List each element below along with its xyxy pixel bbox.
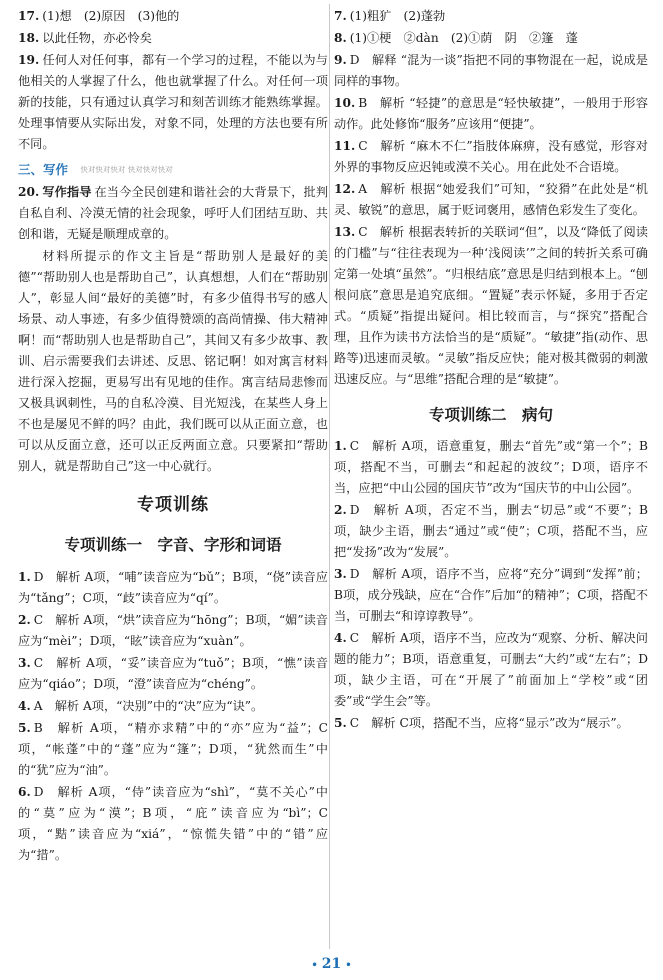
page-dot-right: • bbox=[345, 960, 352, 971]
answer-entry: 1. D 解析 A项，“哺”读音应为“bǔ”；B项，“侥”读音应为“tǎng”；C项，“歧”读音应为“qí”。 bbox=[18, 570, 328, 606]
right-answers bbox=[334, 436, 648, 734]
answer-entry: 10. B 解析 “轻捷”的意思是“轻快敏捷”，一般用于形容动作。此处修饰“服务”应该用“便捷”。 bbox=[334, 95, 648, 131]
answer-entry: 19. 任何人对任何事，都有一个学习的过程，不能以为与他相关的人掌握了什么，他也就掌握了什么。对任何一项新的技能，只有通过认真学习和刻苦训练才能熟练掌握。处理事情要从实际出发，对象不同，处理的方法也要有所不同。 bbox=[18, 52, 328, 151]
writing-guide-paragraph: 材料所提示的作文主旨是“帮助别人是最好的美德”“帮助别人也是帮助自己”，认真想想，人们在“帮助别人”，彰显人间“最好的美德”时，有多少值得书写的感人场景、动人事迹，有多少值得赞颂的高尚情操、伟大精神啊！而“帮助别人也是帮助自己”，其间又有多少故事、教训、启示需要我们去讲述、反思、铭记啊！如对寓言材料进行深入挖掘，更易写出有见地的佳作。寓言结局悲惨而又极具讽刺性，马的自私冷漠、目光短浅，在某些人身上不也是屡见不鲜的吗？由此，我们既可以从正面立意，也可以从反面立意，还可以正反两面立意。只要紧扣“帮助别人，就是帮助自己”这一中心就行。 bbox=[18, 249, 328, 474]
column-divider bbox=[329, 4, 330, 949]
answer-entry: 2. C 解析 A项，“烘”读音应为“hōng”；B项，“媚”读音应为“mèi”；D项，“眩”读音应为“xuàn”。 bbox=[18, 613, 328, 649]
page-number: • 21 • bbox=[311, 956, 352, 972]
answer-entry: 6. D 解析 A项，“侍”读音应为“shì”，“莫不关心”中的“莫”应为“漠”；B项，“庇”读音应为“bì”；C项，“黠”读音应为“xiá”，“惊慌失错”中的“错”应为“措”。 bbox=[18, 784, 328, 862]
left-answers bbox=[18, 567, 328, 866]
chapter-title: 专项训练 bbox=[137, 495, 209, 516]
answer-entry: 2. D 解析 A项，否定不当，删去“切忌”或“不要”；B项，缺少主语，删去“通过”或“使”；C项，搭配不当，应把“发扬”改为“发展”。 bbox=[334, 503, 648, 560]
writing-guide-entry: 20. 写作指导 在当今全民创建和谐社会的大背景下，批判自私自利、冷漠无情的社会现象，呼吁人们团结互助、共创和谐，无疑是顺理成章的。 bbox=[18, 185, 329, 242]
answer-entry: 5. B 解析 A项，“精亦求精”中的“亦”应为“益”；C项，“帐蓬”中的“蓬”应为“篷”；D项，“犹然而生”中的“犹”应为“油”。 bbox=[18, 720, 328, 777]
section-heading-writing: 三、写作 快对快对快对 快对快对快对 bbox=[18, 161, 173, 177]
answer-entry: 3. C 解析 A项，“妥”读音应为“tuǒ”；B项，“憔”读音应为“qiáo”；D项，“澄”读音应为“chéng”。 bbox=[18, 656, 328, 691]
answer-entry: 18. 以此任物，亦必怜矣 bbox=[18, 30, 152, 45]
answer-entry: 13. C 解析 根据表转折的关联词“但”，以及“降低了阅读的门槛”与“往往表现为一种‘浅阅读’”之间的转折关系可确定第一处填“虽然”。“归根结底”意思是归结到根本上。“刨根问底”意思是追究底细。“置疑”表示怀疑，多用于否定式。“质疑”指提出疑问。相比较而言，与“探究”搭配合理，且作为读书方法恰当的是“质疑”。“敏捷”指(动作、思路等)迅速而灵敏。“灵敏”指反应快；能对极其微弱的刺激迅速反应。与“思维”搭配合理的是“敏捷”。 bbox=[334, 224, 648, 386]
answer-entry: 4. C 解析 A项，语序不当，应改为“观察、分析、解决问题的能力”；B项，语意重复，可删去“大约”或“左右”；D项，缺少主语，可在“开展了”前面加上“学校”或“团委”或“学生会”等。 bbox=[334, 631, 648, 709]
section-title-2: 专项训练二 病句 bbox=[428, 405, 553, 424]
section-title-1: 专项训练一 字音、字形和词语 bbox=[64, 536, 282, 555]
answer-entry: 3. D 解析 A项，语序不当，应将“充分”调到“发挥”前；B项，成分残缺，应在“合作”后加“的精神”；C项，搭配不当，可删去“和谆谆教导”。 bbox=[334, 567, 648, 624]
answer-entry: 12. A 解析 根据“她爱我们”可知，“狡猾”在此处是“机灵、敏锐”的意思，属于贬词褒用，感情色彩发生了变化。 bbox=[334, 181, 648, 217]
left-top-entries bbox=[18, 6, 328, 155]
left-column bbox=[18, 6, 328, 867]
answer-entry: 17. (1)想 (2)原因 (3)他的 bbox=[18, 9, 180, 23]
right-top-entries bbox=[334, 6, 648, 390]
page-dot-left: • bbox=[311, 960, 318, 971]
answer-entry: 5. C 解析 C项，搭配不当，应将“显示”改为“展示”。 bbox=[334, 716, 629, 731]
answer-entry: 1. C 解析 A项，语意重复，删去“首先”或“第一个”；B项，搭配不当，可删去“和起起的波纹”；D项，语序不当，应把“中山公园的国庆节”改为“国庆节的中山公园”。 bbox=[334, 439, 648, 496]
answer-entry: 11. C 解析 “麻木不仁”指肢体麻痹，没有感觉，形容对外界的事物反应迟钝或漠不关心。用在此处不合语境。 bbox=[334, 138, 648, 174]
answer-entry: 4. A 解析 A项，“决别”中的“决”应为“诀”。 bbox=[18, 698, 264, 713]
right-column bbox=[334, 6, 648, 735]
watermark-text: 快对快对快对 快对快对快对 bbox=[80, 165, 173, 175]
answer-entry: 7. (1)粗犷 (2)蓬勃 bbox=[334, 9, 446, 23]
answer-entry: 8. (1)①梗 ②dàn (2)①荫 阴 ②篷 蓬 bbox=[334, 30, 578, 45]
answer-entry: 9. D 解释 “混为一谈”指把不同的事物混在一起，说成是同样的事物。 bbox=[334, 52, 648, 88]
